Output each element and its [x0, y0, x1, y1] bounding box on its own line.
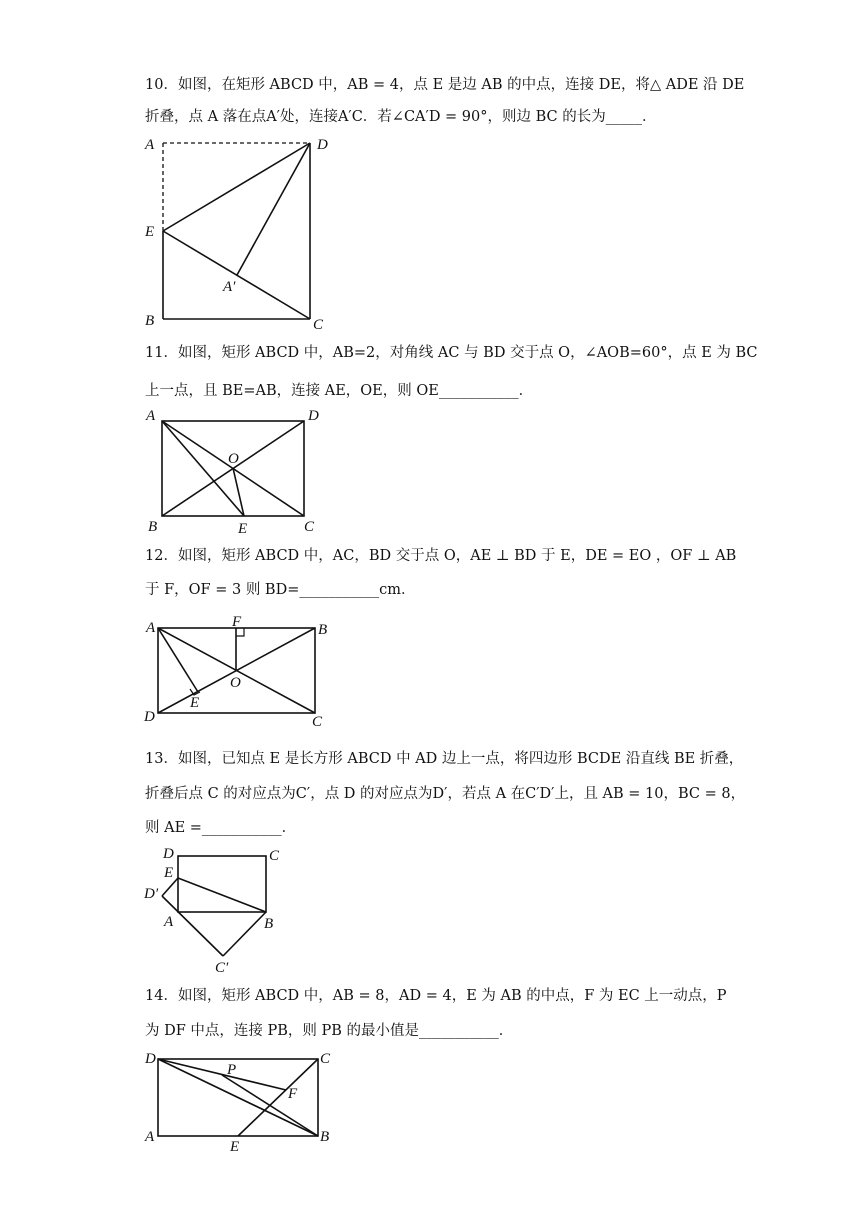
q11-label-o: O: [228, 451, 239, 467]
q11-label-e: E: [238, 521, 248, 537]
q11-line-2: 上一点，且 BE=AB，连接 AE，OE，则 OE___________．: [145, 383, 534, 399]
q10-label-a-prime: A′: [223, 279, 236, 295]
q11-label-b: B: [148, 519, 158, 535]
q13-label-e: E: [164, 865, 174, 881]
q13-line-3: 则 AE =___________．: [145, 820, 297, 836]
q10-line-1: 10．如图，在矩形 ABCD 中，AB = 4，点 E 是边 AB 的中点，连接 DE，将△ ADE 沿 DE: [145, 77, 745, 93]
q13-label-a: A: [164, 914, 174, 930]
q12-label-d: D: [144, 709, 155, 725]
q11-label-c: C: [304, 519, 315, 535]
q12-label-a: A: [146, 620, 156, 636]
q10-label-e: E: [145, 224, 155, 240]
q14-line-2: 为 DF 中点，连接 PB，则 PB 的最小值是___________．: [145, 1023, 514, 1039]
q13-line-1: 13．如图，已知点 E 是长方形 ABCD 中 AD 边上一点，将四边形 BCDE 沿直线 BE 折叠，: [145, 751, 744, 767]
q13-label-d-prime: D′: [144, 886, 159, 902]
q13-label-b: B: [264, 916, 274, 932]
q14-label-p: P: [227, 1062, 237, 1078]
q12-label-f: F: [232, 614, 242, 630]
q10-label-a: A: [145, 137, 155, 153]
q13-label-c-prime: C′: [215, 960, 229, 976]
q10-label-c: C: [313, 317, 324, 333]
q12-line-2: 于 F，OF = 3 则 BD=___________cm．: [145, 582, 416, 598]
q11-label-a: A: [146, 408, 156, 424]
q14-label-a: A: [145, 1129, 155, 1145]
q11-label-d: D: [308, 408, 319, 424]
q14-label-d: D: [145, 1051, 156, 1067]
q14-label-c: C: [320, 1051, 331, 1067]
q13-label-c: C: [269, 848, 280, 864]
q12-label-b: B: [318, 622, 328, 638]
q13-line-2: 折叠后点 C 的对应点为C′，点 D 的对应点为D′，若点 A 在C′D′上，且 AB = 10，BC = 8，: [145, 786, 746, 802]
q14-label-f: F: [288, 1086, 298, 1102]
q12-label-e: E: [190, 695, 200, 711]
q13-label-d: D: [163, 846, 174, 862]
q12-line-1: 12．如图，矩形 ABCD 中，AC，BD 交于点 O，AE ⊥ BD 于 E，DE = EO ，OF ⊥ AB: [145, 548, 737, 564]
q14-line-1: 14．如图，矩形 ABCD 中，AB = 8，AD = 4，E 为 AB 的中点，F 为 EC 上一动点，P: [145, 988, 727, 1004]
q10-label-d: D: [317, 137, 328, 153]
q10-line-2: 折叠，点 A 落在点A′处，连接A′C．若∠CA′D = 90°，则边 BC 的长为_____．: [145, 109, 657, 125]
q10-label-b: B: [145, 313, 155, 329]
q14-label-e: E: [230, 1139, 240, 1155]
q14-label-b: B: [320, 1129, 330, 1145]
q11-line-1: 11．如图，矩形 ABCD 中，AB=2，对角线 AC 与 BD 交于点 O，∠AOB=60°，点 E 为 BC: [145, 345, 758, 361]
q12-label-o: O: [230, 675, 241, 691]
q12-label-c: C: [312, 714, 323, 730]
